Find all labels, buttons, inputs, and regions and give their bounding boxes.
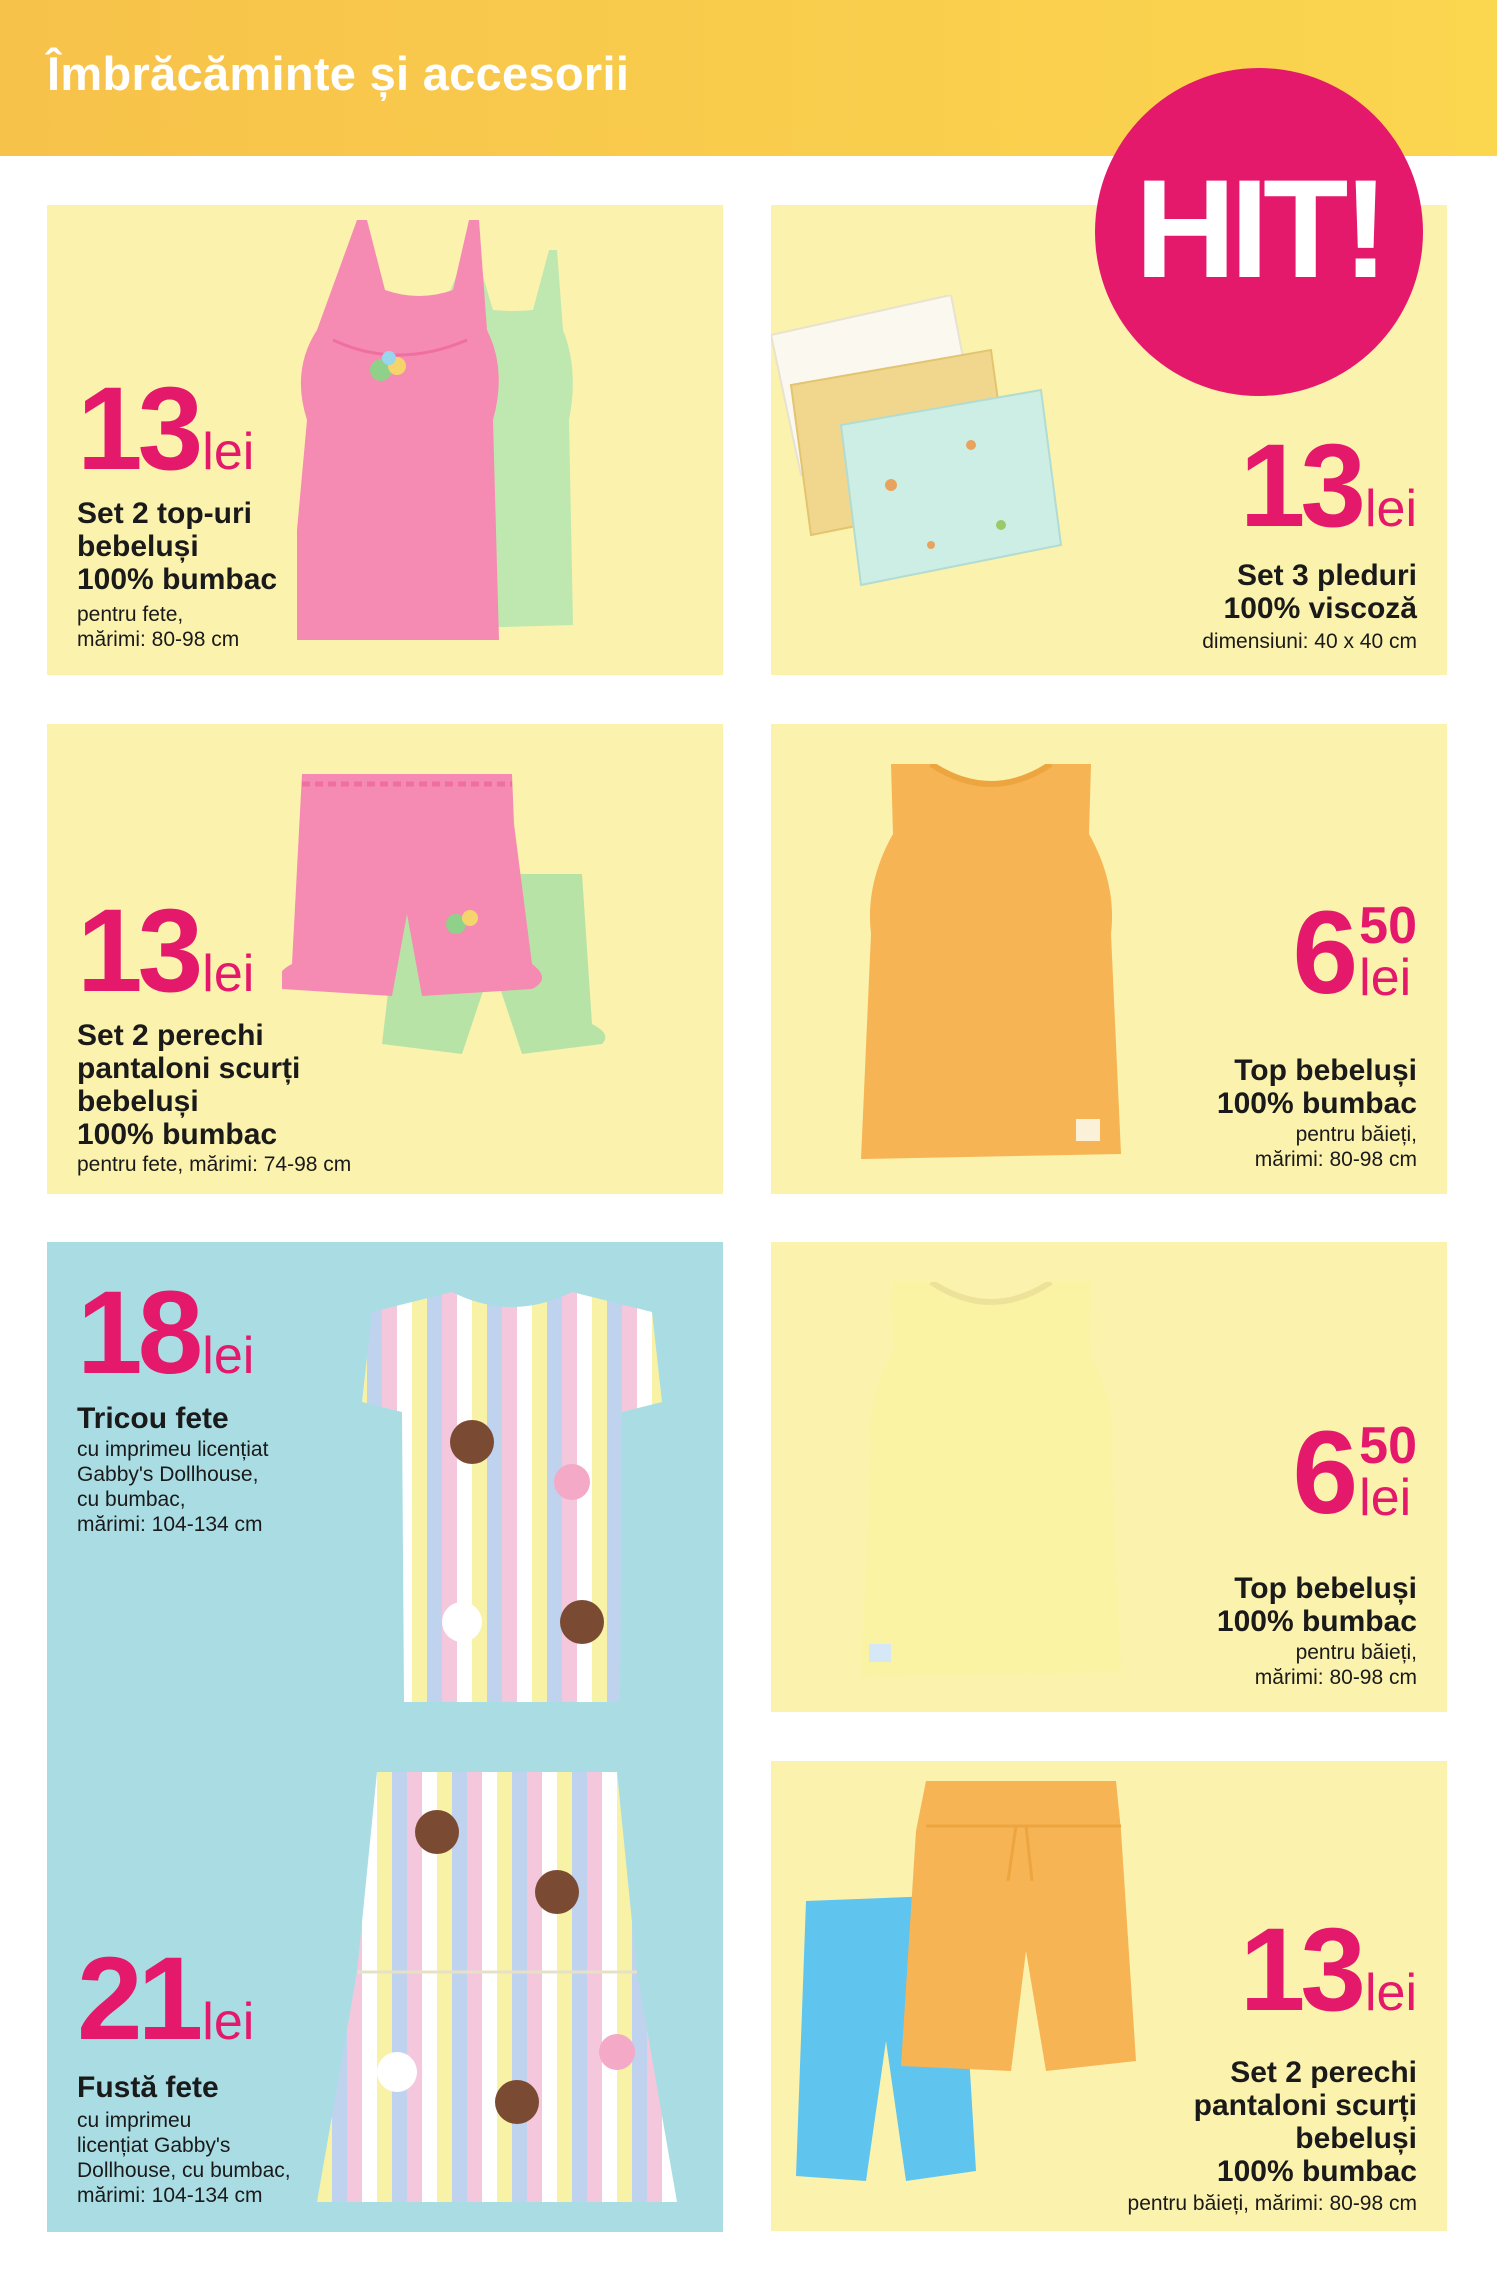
product-details: pentru fete, mărimi: 80-98 cm xyxy=(77,603,240,651)
product-title: Set 3 pleduri 100% viscoză xyxy=(1223,559,1417,625)
page-title: Îmbrăcăminte și accesorii xyxy=(47,47,630,100)
product-title: Set 2 perechi pantaloni scurți bebeluși 100% bumbac xyxy=(77,1019,301,1151)
price-tag: 6 50 lei xyxy=(1292,887,1417,1019)
product-card-tops-girls[interactable] xyxy=(47,205,723,675)
product-card-top-yellow[interactable] xyxy=(771,1242,1447,1712)
price-tag: 13lei xyxy=(1239,1904,1417,2036)
tank-top-orange-image xyxy=(841,764,1141,1164)
gabby-tshirt-image xyxy=(352,1292,672,1712)
product-details: pentru băieți, mărimi: 80-98 cm xyxy=(1254,1123,1417,1171)
hit-badge-label: HIT! xyxy=(1134,150,1384,307)
hit-badge xyxy=(1095,68,1423,396)
price-tag: 18lei xyxy=(77,1267,255,1399)
muslin-blankets-image xyxy=(771,295,1161,655)
gabby-skirt-image xyxy=(317,1772,677,2212)
product-title: Top bebeluși 100% bumbac xyxy=(1216,1572,1417,1638)
product-title: Tricou fete xyxy=(77,1402,229,1435)
tank-tops-pink-green-image xyxy=(297,220,627,640)
product-details: cu imprimeu licențiat Gabby's Dollhouse, cu bumbac, mărimi: 104-134 cm xyxy=(77,1438,269,1536)
shorts-blue-orange-image xyxy=(786,1781,1206,2201)
price-tag: 21lei xyxy=(77,1933,255,2065)
product-details: pentru băieți, mărimi: 80-98 cm xyxy=(1127,2192,1417,2215)
price-tag: 13lei xyxy=(77,885,255,1017)
product-details: pentru băieți, mărimi: 80-98 cm xyxy=(1254,1641,1417,1689)
shorts-pink-green-image xyxy=(282,764,662,1124)
product-title: Fustă fete xyxy=(77,2071,219,2104)
product-details: dimensiuni: 40 x 40 cm xyxy=(1202,630,1417,653)
product-card-shorts-girls[interactable] xyxy=(47,724,723,1194)
tank-top-yellow-image xyxy=(841,1282,1141,1682)
product-card-shorts-boys[interactable] xyxy=(771,1761,1447,2231)
product-details: pentru fete, mărimi: 74-98 cm xyxy=(77,1153,352,1176)
product-card-top-orange[interactable] xyxy=(771,724,1447,1194)
product-title: Set 2 top-uri bebeluși 100% bumbac xyxy=(77,497,278,596)
price-tag: 13lei xyxy=(77,363,255,495)
product-details: cu imprimeu licențiat Gabby's Dollhouse, cu bumbac, mărimi: 104-134 cm xyxy=(77,2109,291,2207)
price-tag: 6 50 lei xyxy=(1292,1407,1417,1539)
product-title: Top bebeluși 100% bumbac xyxy=(1216,1054,1417,1120)
product-title: Set 2 perechi pantaloni scurți bebeluși 100% bumbac xyxy=(1193,2056,1417,2188)
price-tag: 13lei xyxy=(1239,420,1417,552)
product-card-gabby-set[interactable] xyxy=(47,1242,723,2232)
